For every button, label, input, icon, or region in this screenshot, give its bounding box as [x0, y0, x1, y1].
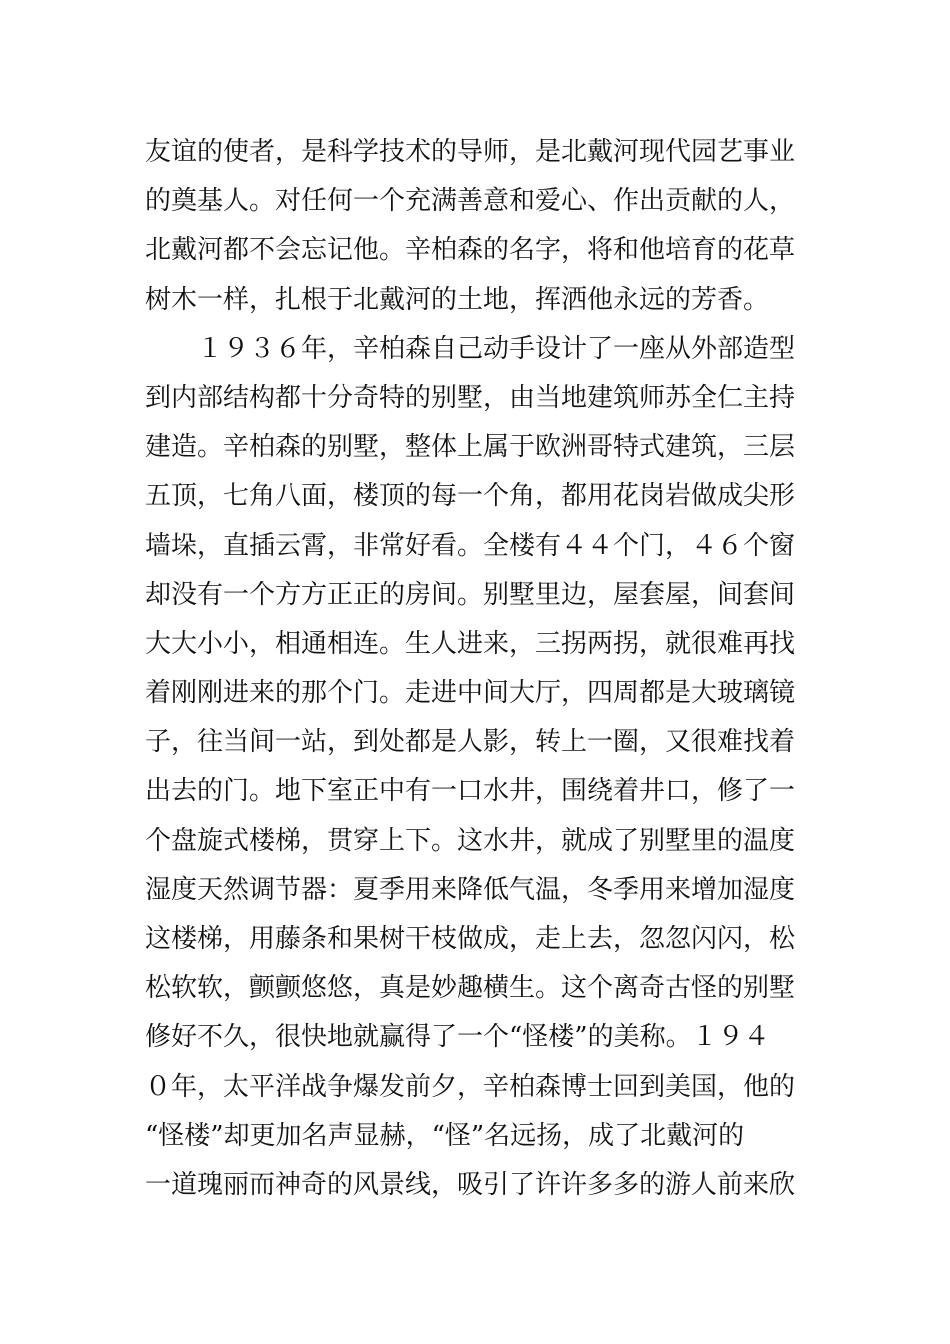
text-line: “怪楼”却更加名声显赫，“怪”名远扬，成了北戴河的	[145, 1120, 745, 1151]
paragraph-2	[145, 325, 810, 1210]
text-line: 这楼梯，用藤条和果树干枝做成，走上去，忽忽闪闪，松	[145, 924, 796, 954]
text-line: 着刚刚进来的那个门。走进中间大厅，四周都是大玻璃镜	[145, 678, 796, 709]
text-line: 建造。辛柏森的别墅，整体上属于欧洲哥特式建筑，三层	[145, 432, 796, 463]
text-line: 出去的门。地下室正中有一口水井，围绕着井口，修了一	[145, 776, 796, 807]
text-line: 的奠基人。对任何一个充满善意和爱心、作出贡献的人，	[145, 186, 796, 217]
text-line: 友谊的使者，是科学技术的导师，是北戴河现代园艺事业	[145, 137, 796, 167]
text-line: ０年，太平洋战争爆发前夕，辛柏森博士回到美国，他的	[145, 1071, 796, 1102]
body-text	[145, 128, 810, 1210]
text-line: 大大小小，相通相连。生人进来，三拐两拐，就很难再找	[145, 628, 796, 659]
text-line: 个盘旋式楼梯，贯穿上下。这水井，就成了别墅里的温度	[145, 825, 796, 856]
text-line: 到内部结构都十分奇特的别墅，由当地建筑师苏全仁主持	[145, 382, 796, 413]
text-line: １９３６年，辛柏森自己动手设计了一座从外部造型	[197, 333, 796, 364]
text-line: 一道瑰丽而神奇的风景线，吸引了许许多多的游人前来欣	[145, 1169, 796, 1200]
text-line: 北戴河都不会忘记他。辛柏森的名字，将和他培育的花草	[145, 235, 796, 266]
text-line: 湿度天然调节器：夏季用来降低气温，冬季用来增加湿度	[145, 874, 796, 905]
text-line: 树木一样，扎根于北戴河的土地，挥洒他永远的芳香。	[145, 284, 770, 315]
text-line: 墙垛，直插云霄，非常好看。全楼有４４个门，４６个窗	[145, 530, 796, 561]
text-line: 修好不久，很快地就赢得了一个“怪楼”的美称。１９４	[145, 1022, 770, 1053]
text-line: 子，往当间一站，到处都是人影，转上一圈，又很难找着	[145, 727, 796, 758]
paragraph-1	[145, 128, 810, 325]
text-line: 松软软，颤颤悠悠，真是妙趣横生。这个离奇古怪的别墅	[145, 973, 796, 1004]
text-line: 五顶，七角八面，楼顶的每一个角，都用花岗岩做成尖形	[145, 481, 796, 512]
text-line: 却没有一个方方正正的房间。别墅里边，屋套屋，间套间	[145, 579, 796, 610]
